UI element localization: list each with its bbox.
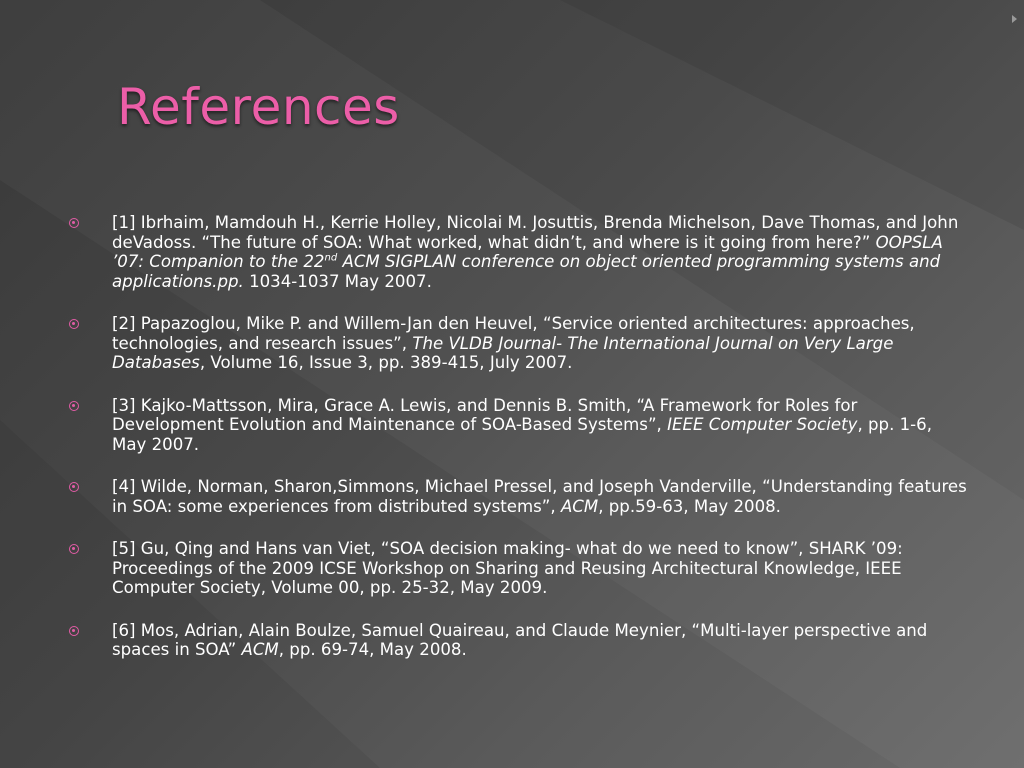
reference-item xyxy=(68,477,968,516)
reference-text xyxy=(112,539,903,597)
reference-segment: , pp. 1-6, May 2007. xyxy=(112,415,932,454)
circle-bullet-icon xyxy=(69,626,79,636)
reference-item xyxy=(68,213,968,291)
reference-segment: OOPSLA ’07: Companion to the 22 xyxy=(112,232,943,271)
reference-segment: ACM SIGPLAN conference on object oriented programming systems and applications.pp. xyxy=(112,252,941,291)
reference-segment: 1034-1037 May 2007. xyxy=(243,271,432,291)
superscript-text: nd xyxy=(324,252,338,264)
reference-segment: ACM xyxy=(241,640,279,659)
circle-bullet-icon xyxy=(69,544,79,554)
reference-text xyxy=(112,621,927,660)
reference-segment: , Volume 16, Issue 3, pp. 389-415, July 2007. xyxy=(199,353,573,372)
reference-segment: [4] Wilde, Norman, Sharon,Simmons, Michael Pressel, and Joseph Vanderville, “Understanding features in SOA: some experiences from distributed systems”, xyxy=(112,477,967,516)
reference-item xyxy=(68,621,968,660)
reference-segment: IEEE Computer Society xyxy=(667,415,858,434)
triangle-right-icon[interactable] xyxy=(1012,15,1017,23)
reference-item xyxy=(68,314,968,373)
reference-segment: [5] Gu, Qing and Hans van Viet, “SOA decision making- what do we need to know”, SHARK ’09: Proceedings of the 2009 ICSE Workshop on Sharing and Reusing Architectural Knowledge, IEEE Computer Society, Volume 00, pp. 25-32, May 2009. xyxy=(112,539,903,597)
reference-item xyxy=(68,539,968,598)
reference-text xyxy=(112,396,932,454)
reference-segment: [3] Kajko-Mattsson, Mira, Grace A. Lewis, and Dennis B. Smith, “A Framework for Roles for Development Evolution and Maintenance of SOA-Based Systems”, xyxy=(112,395,858,434)
circle-bullet-icon xyxy=(69,218,79,228)
reference-segment: , pp. 69-74, May 2008. xyxy=(278,640,467,659)
reference-text xyxy=(112,477,967,516)
circle-bullet-icon xyxy=(69,319,79,329)
circle-bullet-icon xyxy=(69,482,79,492)
reference-text xyxy=(112,213,958,291)
reference-text xyxy=(112,314,915,372)
reference-segment: , pp.59-63, May 2008. xyxy=(598,496,781,516)
reference-segment: [2] Papazoglou, Mike P. and Willem-Jan den Heuvel, “Service oriented architectures: approaches, technologies, and research issues”, xyxy=(112,314,915,353)
reference-segment: ACM xyxy=(560,496,599,516)
references-list xyxy=(68,213,968,683)
slide-title: References xyxy=(117,78,400,136)
reference-segment: The VLDB Journal- The International Journal on Very Large Databases xyxy=(112,333,894,372)
reference-item xyxy=(68,396,968,455)
circle-bullet-icon xyxy=(69,401,79,411)
reference-segment: [1] Ibrhaim, Mamdouh H., Kerrie Holley, Nicolai M. Josuttis, Brenda Michelson, Dave Thomas, and John deVadoss. “The future of SOA: What worked, what didn’t, and where is it going from here?” xyxy=(112,213,959,252)
reference-segment: [6] Mos, Adrian, Alain Boulze, Samuel Quaireau, and Claude Meynier, “Multi-layer perspective and spaces in SOA” xyxy=(112,620,928,659)
